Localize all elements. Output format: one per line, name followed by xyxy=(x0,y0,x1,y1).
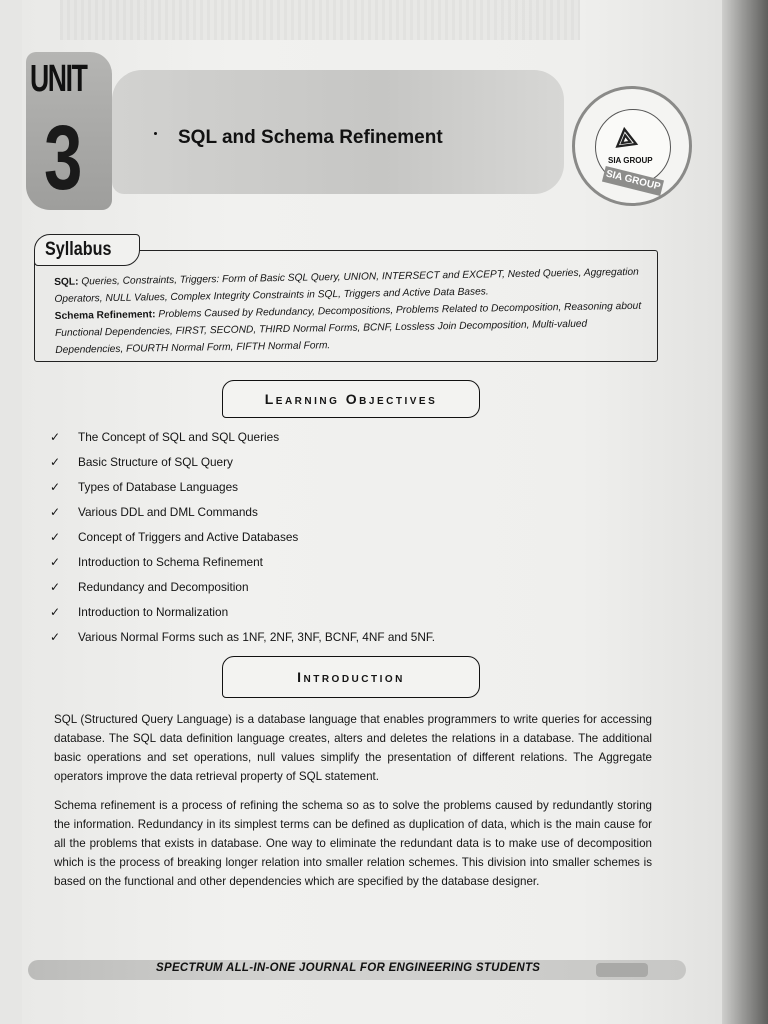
checkmark-icon: ✓ xyxy=(50,580,61,594)
logo-mark-icon: ⟁ xyxy=(611,120,640,154)
introduction-heading-box xyxy=(222,656,480,698)
learning-objectives-heading-box xyxy=(222,380,480,418)
checkmark-icon: ✓ xyxy=(50,530,61,544)
list-item: ✓ Introduction to Normalization xyxy=(50,605,229,619)
introduction-body xyxy=(54,710,652,901)
checkmark-icon: ✓ xyxy=(50,430,61,444)
list-item: ✓ Basic Structure of SQL Query xyxy=(50,455,233,469)
syllabus-schema xyxy=(55,298,650,359)
sia-group-logo-icon xyxy=(572,86,692,206)
introduction-paragraph: SQL (Structured Query Language) is a database language that enables programmers to write queries for accessing database. The SQL data definition language creates, alters and deletes the relations in a database. The additional basic operations and set operations, null values simplify the presentation of different relations. The Aggregate operators improve the data retrieval property of SQL statement. xyxy=(54,713,652,783)
chapter-title: SQL and Schema Refinement xyxy=(178,127,443,148)
syllabus-heading: Syllabus xyxy=(45,239,112,260)
learning-objectives-heading: Learning Objectives xyxy=(264,391,438,407)
unit-number: 3 xyxy=(44,107,83,209)
list-item: ✓ Types of Database Languages xyxy=(50,480,239,494)
logo-ribbon: SIA GROUP xyxy=(602,166,664,196)
syllabus-content xyxy=(54,264,649,359)
checkmark-icon: ✓ xyxy=(50,455,61,469)
book-spine xyxy=(722,0,768,1024)
checkmark-icon: ✓ xyxy=(50,555,61,569)
introduction-heading: Introduction xyxy=(297,669,405,685)
list-item: ✓ Various Normal Forms such as 1NF, 2NF, 3NF, BCNF, 4NF and 5NF. xyxy=(50,630,436,644)
header-bleed-band xyxy=(60,0,580,40)
title-bullet-icon xyxy=(154,132,157,135)
list-item: ✓ The Concept of SQL and SQL Queries xyxy=(50,430,280,444)
introduction-paragraph: Schema refinement is a process of refining the schema so as to solve the problems caused by redundantly storing the information. Redundancy in its simplest terms can be defined as duplication of data, which is the main cause for all the problems that exists in database. One way to eliminate the redundant data is to make use of decomposition which is the process of breaking longer relation into smaller relation schemes. This division into smaller schemes is based on the functional and other dependencies which are specified by the database designer. xyxy=(54,799,652,888)
checkmark-icon: ✓ xyxy=(50,480,61,494)
footer-text: SPECTRUM ALL-IN-ONE JOURNAL FOR ENGINEERING STUDENTS xyxy=(156,962,541,974)
footer-page-tab xyxy=(596,963,648,977)
syllabus-heading-tag xyxy=(34,234,140,266)
logo-text: SIA GROUP xyxy=(608,156,653,165)
syllabus-schema-label: Schema Refinement: xyxy=(54,309,156,322)
list-item: ✓ Various DDL and DML Commands xyxy=(50,505,258,519)
unit-label: UNIT xyxy=(30,58,87,100)
list-item: ✓ Redundancy and Decomposition xyxy=(50,580,249,594)
list-item: ✓ Introduction to Schema Refinement xyxy=(50,555,263,569)
checkmark-icon: ✓ xyxy=(50,505,61,519)
checkmark-icon: ✓ xyxy=(50,605,61,619)
checkmark-icon: ✓ xyxy=(50,630,61,644)
list-item: ✓ Concept of Triggers and Active Databases xyxy=(50,530,299,544)
syllabus-sql-text: Queries, Constraints, Triggers: Form of Basic SQL Query, UNION, INTERSECT and EXCEPT, Nested Queries, Aggregation Operators, NULL Values, Complex Integrity Constraints in SQL, Triggers and Active Data Bases. xyxy=(54,266,639,305)
syllabus-sql-label: SQL: xyxy=(54,276,79,288)
syllabus-schema-text: Problems Caused by Redundancy, Decompositions, Problems Related to Decomposition, Reasoning about Functional Dependencies, FIRST, SECOND, THIRD Normal Forms, BCNF, Lossless Join Decomposition, Multi-valued Dependencies, FOURTH Normal Form, FIFTH Normal Form. xyxy=(54,300,642,356)
